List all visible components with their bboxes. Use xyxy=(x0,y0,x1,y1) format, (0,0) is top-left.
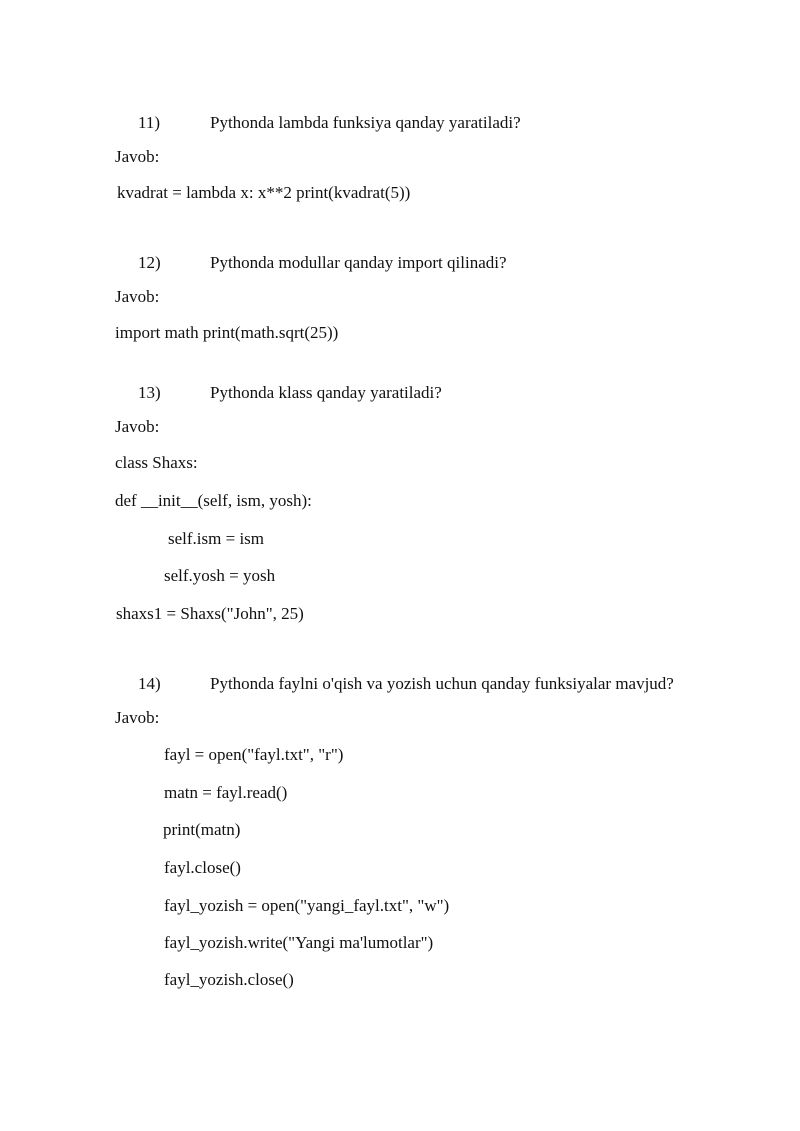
question-text: Pythonda klass qanday yaratiladi? xyxy=(210,383,442,402)
question-text: Pythonda modullar qanday import qilinadi? xyxy=(210,253,507,272)
question-number: 11) xyxy=(138,113,161,132)
code-line: fayl.close() xyxy=(164,858,241,877)
answer-label: Javob: xyxy=(115,287,160,306)
question-text: Pythonda faylni o'qish va yozish uchun qanday funksiyalar mavjud? xyxy=(210,674,674,693)
question-number: 12) xyxy=(138,253,161,272)
code-line: fayl = open("fayl.txt", "r") xyxy=(164,745,344,764)
code-line: def __init__(self, ism, yosh): xyxy=(115,491,312,510)
code-line: kvadrat = lambda x: x**2 print(kvadrat(5)) xyxy=(117,183,411,202)
code-line: fayl_yozish.close() xyxy=(164,970,294,989)
code-line: class Shaxs: xyxy=(115,453,198,472)
answer-label: Javob: xyxy=(115,708,160,727)
code-line: matn = fayl.read() xyxy=(164,783,288,802)
code-line: fayl_yozish = open("yangi_fayl.txt", "w") xyxy=(164,896,450,915)
code-line: import math print(math.sqrt(25)) xyxy=(115,323,339,342)
code-line: self.ism = ism xyxy=(168,529,265,548)
answer-label: Javob: xyxy=(115,417,160,436)
code-line: shaxs1 = Shaxs("John", 25) xyxy=(116,604,304,623)
question-number: 14) xyxy=(138,674,161,693)
answer-label: Javob: xyxy=(115,147,160,166)
question-text: Pythonda lambda funksiya qanday yaratiladi? xyxy=(210,113,521,132)
question-number: 13) xyxy=(138,383,161,402)
code-line: print(matn) xyxy=(163,820,241,839)
code-line: self.yosh = yosh xyxy=(164,566,276,585)
code-line: fayl_yozish.write("Yangi ma'lumotlar") xyxy=(164,933,434,952)
